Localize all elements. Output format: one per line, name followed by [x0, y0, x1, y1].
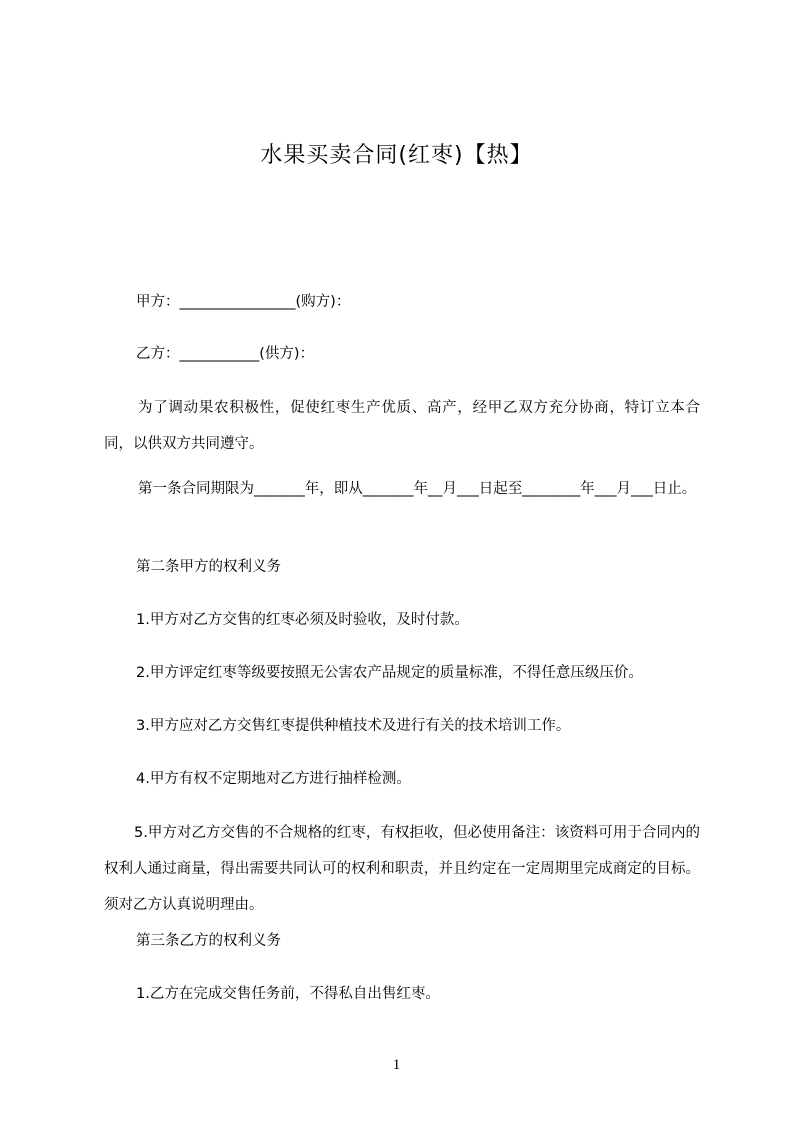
party-b-line: 乙方：___________(供方)：: [136, 346, 315, 362]
article-2-heading: 第二条甲方的权利义务: [136, 559, 281, 575]
article-2-item-5: 5.甲方对乙方交售的不合规格的红枣，有权拒收，但必使用备注：该资料可用于合同内的权利人通过商量，得出需要共同认可的权利和职责，并且约定在一定周期里完成商定的目标。须对乙方认真说明理由。: [104, 825, 700, 913]
page-number: 1: [392, 1057, 401, 1073]
document-title: 水果买卖合同(红枣)【热】: [260, 143, 533, 168]
party-a-line: 甲方：________________(购方)：: [136, 294, 351, 310]
preamble-paragraph: 为了调动果农积极性，促使红枣生产优质、高产，经甲乙双方充分协商，特订立本合同，以供双方共同遵守。: [104, 400, 700, 452]
article-3-item-1: 1.乙方在完成交售任务前，不得私自出售红枣。: [136, 986, 440, 1002]
article-3-heading: 第三条乙方的权利义务: [136, 933, 281, 949]
article-2-item-1: 1.甲方对乙方交售的红枣必须及时验收，及时付款。: [136, 612, 469, 628]
article-2-item-4: 4.甲方有权不定期地对乙方进行抽样检测。: [136, 771, 411, 787]
article-2-item-2: 2.甲方评定红枣等级要按照无公害农产品规定的质量标准，不得任意压级压价。: [136, 665, 643, 681]
article-2-item-3: 3.甲方应对乙方交售红枣提供种植技术及进行有关的技术培训工作。: [136, 718, 571, 734]
article-1-paragraph: 第一条合同期限为_______年，即从_______年__月___日起至________年___月___日止。: [138, 481, 697, 497]
